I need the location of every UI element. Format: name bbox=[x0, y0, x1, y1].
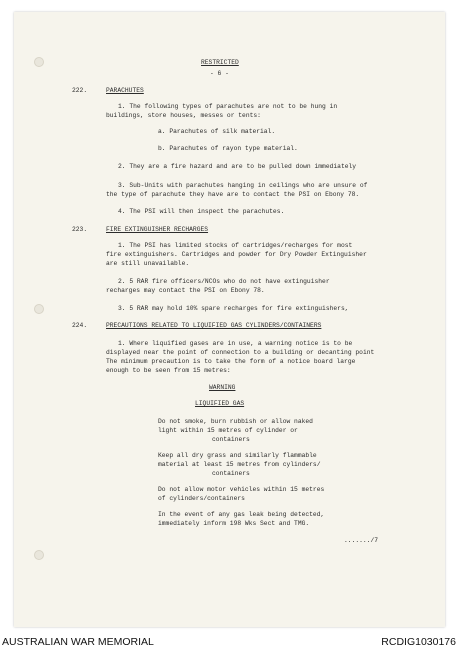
paragraph-line: recharges may contact the PSI on Ebony 78. bbox=[106, 287, 265, 294]
paragraph-line: The minimum precaution is to take the form of a notice board large bbox=[106, 358, 356, 365]
notice-line: material at least 15 metres from cylinders/ bbox=[158, 461, 321, 468]
paragraph-line: 2. 5 RAR fire officers/NCOs who do not have extinguisher bbox=[118, 278, 330, 285]
notice-line: containers bbox=[212, 436, 250, 443]
notice-line: of cylinders/containers bbox=[158, 495, 245, 502]
section-title: PRECAUTIONS RELATED TO LIQUIFIED GAS CYLINDERS/CONTAINERS bbox=[106, 322, 322, 329]
footer-record-id: RCDIG1030176 bbox=[381, 636, 456, 648]
paragraph-line: 1. The following types of parachutes are not to be hung in bbox=[118, 103, 338, 110]
paragraph-line: are still unavailable. bbox=[106, 260, 190, 267]
section-number: 224. bbox=[72, 322, 88, 329]
notice-line: immediately inform 198 Wks Sect and TMG. bbox=[158, 520, 310, 527]
section-number: 222. bbox=[72, 87, 88, 94]
punch-hole bbox=[34, 304, 44, 314]
paragraph-line: 1. The PSI has limited stocks of cartridges/recharges for most bbox=[118, 242, 353, 249]
notice-line: Do not smoke, burn rubbish or allow naked bbox=[158, 418, 313, 425]
notice-heading: WARNING bbox=[209, 384, 236, 391]
page-number: - 6 - bbox=[210, 70, 229, 77]
notice-line: Keep all dry grass and similarly flammable bbox=[158, 452, 317, 459]
paragraph-line: enough to be seen from 15 metres: bbox=[106, 367, 231, 374]
section-number: 223. bbox=[72, 226, 88, 233]
paragraph-line: fire extinguishers. Cartridges and powder for Dry Powder Extinguisher bbox=[106, 251, 367, 258]
punch-hole bbox=[34, 57, 44, 67]
punch-hole bbox=[34, 550, 44, 560]
notice-subheading: LIQUIFIED GAS bbox=[195, 400, 245, 407]
notice-line: light within 15 metres of cylinder or bbox=[158, 427, 298, 434]
continuation-marker: ......./7 bbox=[344, 537, 379, 544]
paragraph-line: 4. The PSI will then inspect the parachutes. bbox=[118, 208, 285, 215]
notice-line: containers bbox=[212, 470, 250, 477]
section-title: FIRE EXTINGUISHER RECHARGES bbox=[106, 226, 209, 233]
paragraph-line: 2. They are a fire hazard and are to be pulled down immediately bbox=[118, 163, 357, 170]
classification-marking: RESTRICTED bbox=[201, 59, 239, 66]
paragraph-line: 3. Sub-Units with parachutes hanging in ceilings who are unsure of bbox=[118, 182, 368, 189]
notice-line: In the event of any gas leak being detected, bbox=[158, 511, 325, 518]
paragraph-line: the type of parachute they have are to contact the PSI on Ebony 78. bbox=[106, 191, 360, 198]
paragraph-line: 3. 5 RAR may hold 10% spare recharges for fire extinguishers, bbox=[118, 305, 349, 312]
document-page bbox=[14, 12, 445, 627]
notice-line: Do not allow motor vehicles within 15 metres bbox=[158, 486, 325, 493]
paragraph-line: 1. Where liquified gases are in use, a warning notice is to be bbox=[118, 340, 353, 347]
section-title: PARACHUTES bbox=[106, 87, 144, 94]
paragraph-line: displayed near the point of connection to a building or decanting point bbox=[106, 349, 375, 356]
footer-bar bbox=[0, 632, 458, 652]
footer-source: AUSTRALIAN WAR MEMORIAL bbox=[2, 636, 154, 648]
list-item: b. Parachutes of rayon type material. bbox=[158, 145, 298, 152]
list-item: a. Parachutes of silk material. bbox=[158, 128, 276, 135]
paragraph-line: buildings, store houses, messes or tents: bbox=[106, 112, 261, 119]
